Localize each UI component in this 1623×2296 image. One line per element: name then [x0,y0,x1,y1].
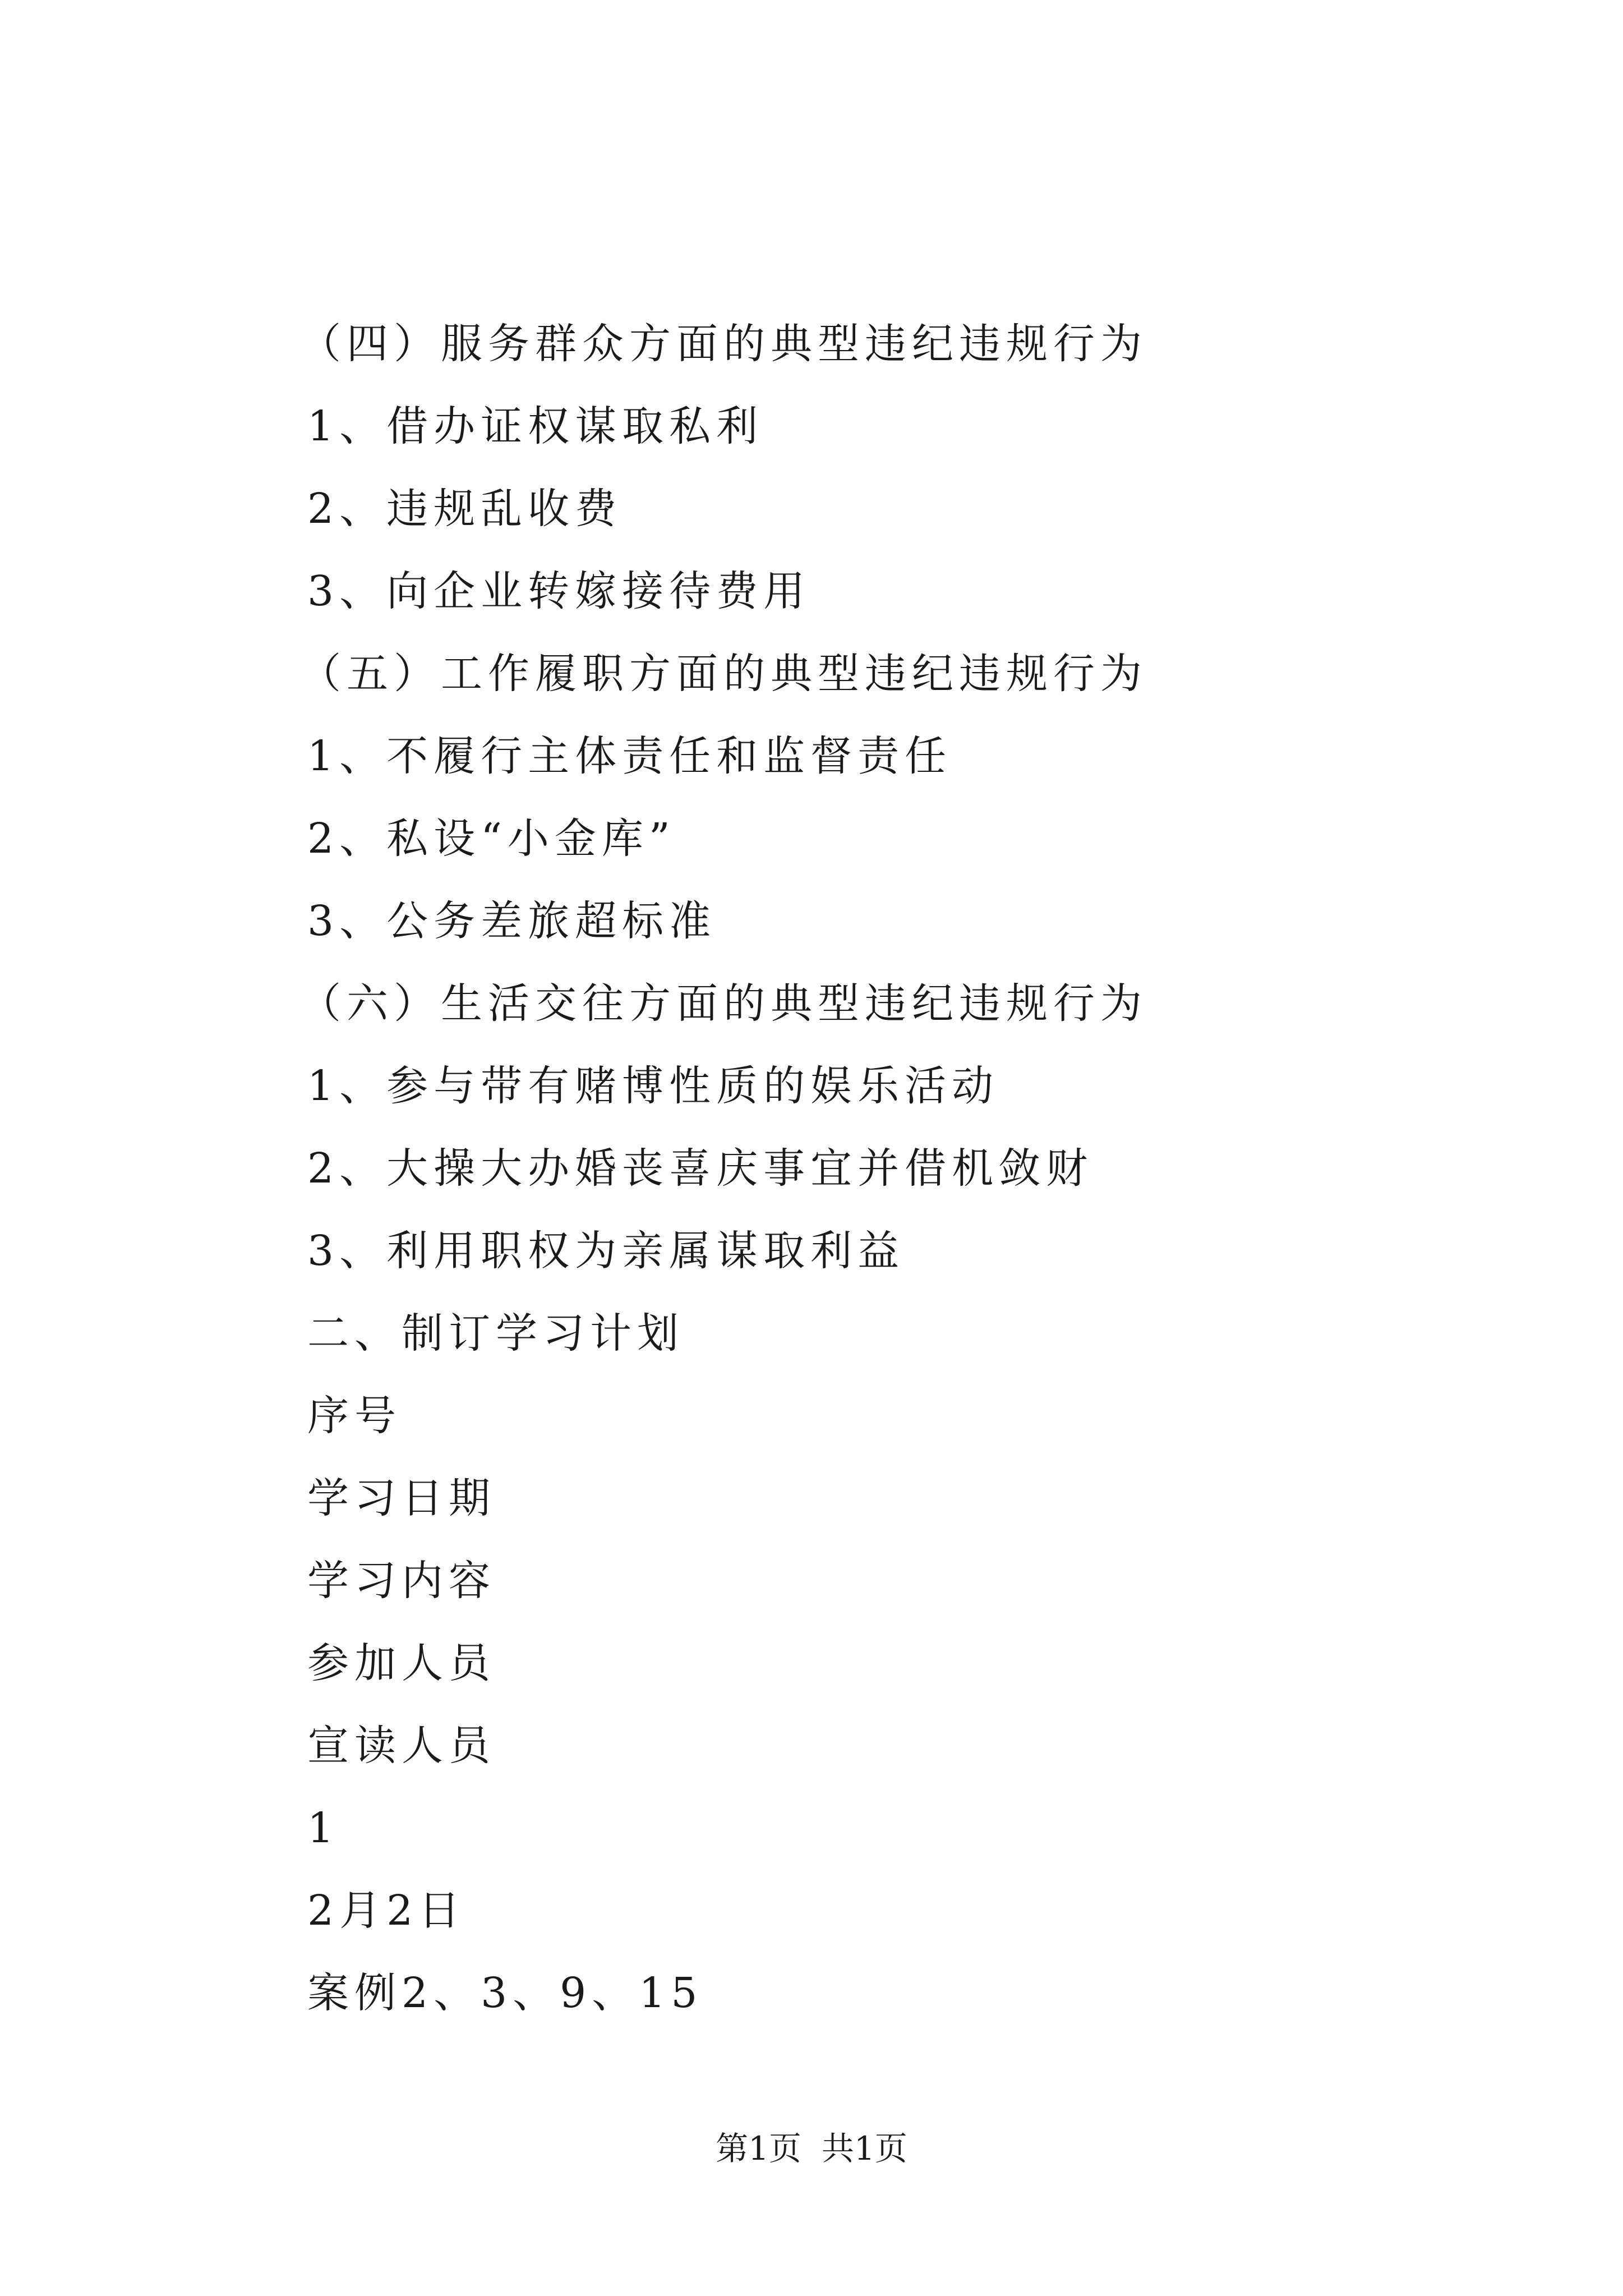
table-header-cell: 宣读人员 [307,1722,496,1770]
section-heading-service: （四）服务群众方面的典型违纪违规行为 [299,320,1147,368]
list-item: 2、私设“小金库” [307,815,676,863]
list-item: 2、违规乱收费 [307,485,623,533]
table-cell: 1 [307,1804,340,1852]
page-footer [0,2126,1623,2171]
section-heading-study-plan: 二、制订学习计划 [307,1309,684,1358]
document-body [299,303,1429,2035]
table-header-cell: 学习内容 [307,1557,496,1605]
section-heading-life: （六）生活交往方面的典型违纪违规行为 [299,979,1147,1028]
list-item: 1、参与带有赌博性质的娱乐活动 [307,1062,999,1110]
list-item: 3、利用职权为亲属谋取利益 [307,1227,905,1275]
table-cell: 2月2日 [307,1887,466,1935]
list-item: 2、大操大办婚丧喜庆事宜并借机敛财 [307,1144,1094,1193]
page-total: 共1页 [822,2129,907,2168]
list-item: 1、借办证权谋取私利 [307,402,764,450]
table-header-cell: 序号 [307,1392,402,1440]
list-item: 3、向企业转嫁接待费用 [307,567,811,615]
list-item: 1、不履行主体责任和监督责任 [307,732,952,780]
page-number: 第1页 [716,2129,801,2168]
table-header-cell: 参加人员 [307,1639,496,1687]
section-heading-duty: （五）工作履职方面的典型违纪违规行为 [299,650,1147,698]
table-header-cell: 学习日期 [307,1474,496,1522]
list-item: 3、公务差旅超标准 [307,897,717,945]
table-cell: 案例2、3、9、15 [307,1969,703,2017]
